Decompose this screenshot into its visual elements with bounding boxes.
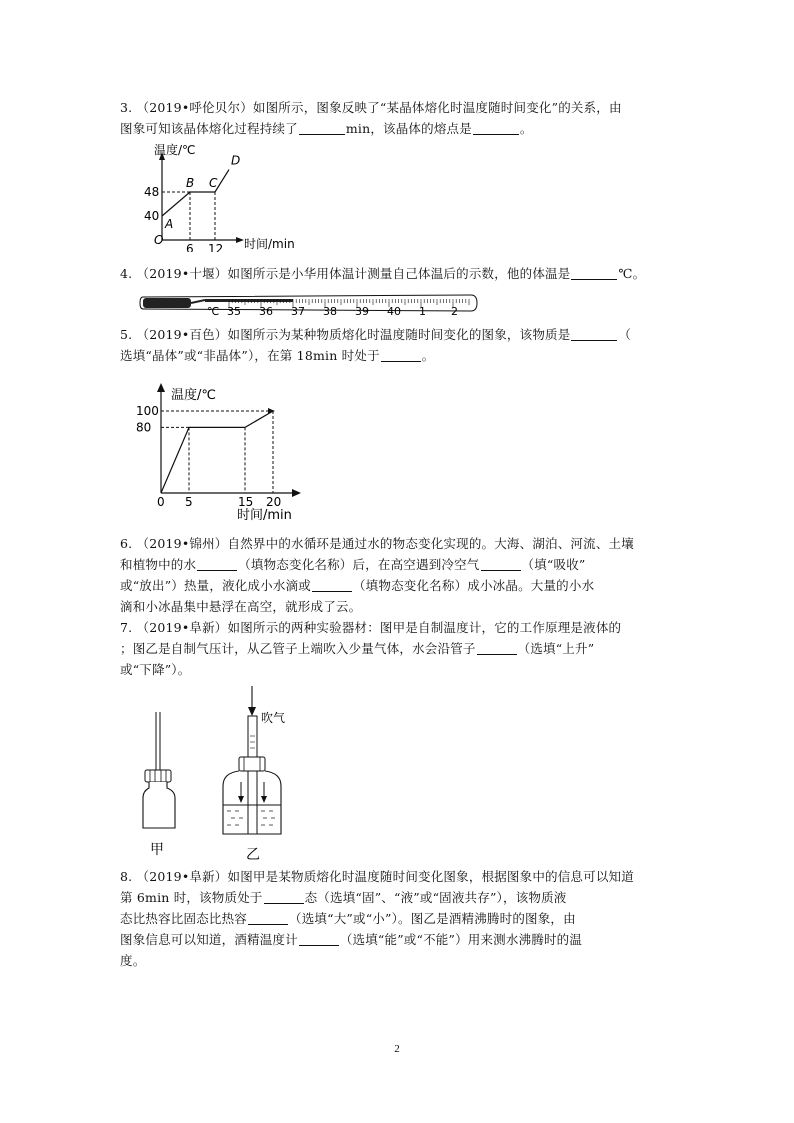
q6-text-line2a: 和植物中的水 [120, 557, 197, 572]
yi-tube [248, 716, 257, 834]
q5-text-line2a: 选填“晶体”或“非晶体”），在第 18min 时处于 [120, 348, 380, 363]
q6-text-line2b: （填物态变化名称）后，在高空遇到冷空气 [238, 557, 480, 572]
q6-answer-blank-1[interactable] [197, 556, 237, 571]
thermometer-scale-label: 40 [387, 305, 401, 317]
q6-source: （2019•锦州） [136, 536, 228, 551]
q8-text-line4a: 图象信息可以知道，酒精温度计 [120, 932, 298, 947]
q7-number: 7. [120, 620, 133, 635]
q7-source: （2019•阜新） [136, 620, 228, 635]
q5-text-line1a: 如图所示为某种物质熔化时温度随时间变化的图象，该物质是 [227, 327, 571, 342]
thermometer-scale-label: 39 [355, 305, 369, 317]
q5-number: 5. [120, 327, 133, 342]
q3-point-label-A: A [165, 217, 174, 231]
q5-xtick-5: 5 [185, 495, 193, 509]
yi-label: 乙 [246, 847, 260, 863]
q6-text-line3a: 或“放出”）热量，液化成小水滴或 [120, 578, 311, 593]
q5-ytick-100: 100 [136, 404, 159, 418]
jia-label: 甲 [150, 842, 164, 858]
thermometer-mercury-column [205, 299, 293, 302]
q3-text-line1: 如图所示，图象反映了“某晶体熔化时温度随时间变化”的关系，由 [252, 100, 622, 115]
q6-answer-blank-3[interactable] [312, 577, 352, 592]
q8-source: （2019•阜新） [136, 869, 228, 884]
q4-unit: ℃。 [618, 266, 646, 281]
page-number: 2 [394, 1043, 400, 1055]
question-3 [120, 97, 676, 139]
question-5 [120, 324, 676, 366]
q3-xlabel: 时间/min [244, 237, 295, 251]
q8-text-line1: 如图甲是某物质熔化时温度随时间变化图象，根据图象中的信息可以知道 [227, 869, 634, 884]
q5-xlabel: 时间/min [237, 508, 292, 522]
q3-origin-label: O [154, 233, 164, 247]
thermometer-bulb [143, 298, 191, 308]
q3-text-line2a: 图象可知该晶体熔化过程持续了 [120, 121, 298, 136]
thermometer-unit-label: ℃ [207, 305, 220, 317]
q7-text-line3: 或“下降”）。 [120, 662, 191, 677]
q3-ylabel: 温度/℃ [154, 143, 196, 157]
q6-text-line4: 滴和小冰晶集中悬浮在高空，就形成了云。 [120, 599, 362, 614]
jia-bottle [143, 782, 175, 828]
q3-number: 3. [120, 100, 133, 115]
q8-text-line2b: 态（选填“固”、“液”或“固液共存”），该物质液 [304, 890, 567, 905]
q5-answer-blank-1[interactable] [571, 326, 617, 341]
q6-text-line2c: （填“吸收” [521, 557, 586, 572]
q6-answer-blank-2[interactable] [481, 556, 521, 571]
q8-answer-blank-2[interactable] [248, 910, 288, 925]
q3-point-label-D: D [231, 153, 241, 168]
q8-text-line3a: 态比热容比固态比热容 [120, 911, 248, 926]
q3-point-label-C: C [209, 176, 218, 190]
question-6 [120, 533, 676, 617]
q5-answer-blank-2[interactable] [381, 347, 421, 362]
q3-source: （2019•呼伦贝尔） [136, 100, 253, 115]
q8-text-line4b: （选填“能”或“不能”）用来测水沸腾时的温 [339, 932, 583, 947]
q8-text-line2a: 第 6min 时，该物质处于 [120, 890, 263, 905]
q5-source: （2019•百色） [136, 327, 228, 342]
q6-text-line3b: （填物态变化名称）成小冰晶。大量的小水 [352, 578, 595, 593]
q8-answer-blank-1[interactable] [264, 889, 304, 904]
thermometer-scale-label: 35 [227, 305, 241, 317]
q5-temperature-line [161, 411, 273, 493]
q6-text-line1: 自然界中的水循环是通过水的物态变化实现的。大海、湖泊、河流、土壤 [227, 536, 634, 551]
question-8 [120, 866, 676, 971]
q3-xtick-6: 6 [186, 242, 194, 252]
q7-apparatus-figure [135, 682, 310, 864]
q4-text: 如图所示是小华用体温计测量自己体温后的示数，他的体温是 [227, 266, 571, 281]
q8-text-line5: 度。 [120, 953, 146, 968]
q5-chart [135, 380, 320, 522]
q6-number: 6. [120, 536, 133, 551]
question-7 [120, 617, 676, 680]
thermometer-scale-label: 1 [419, 305, 426, 317]
q3-answer-blank-1[interactable] [299, 120, 345, 135]
thermometer-scale-label: 2 [451, 305, 458, 317]
thermometer-scale-label: 37 [291, 305, 305, 317]
q5-text-line2b: 。 [421, 348, 435, 363]
q7-text-line2a: ；图乙是自制气压计，从乙管子上端吹入少量气体，水会沿管子 [120, 641, 476, 656]
q3-answer-blank-2[interactable] [473, 120, 519, 135]
jia-bottle-cap [145, 770, 171, 782]
q5-xtick-20: 20 [266, 495, 282, 509]
q8-number: 8. [120, 869, 133, 884]
question-4 [120, 263, 676, 284]
q5-ylabel: 温度/℃ [171, 388, 216, 403]
q5-xtick-15: 15 [238, 495, 254, 509]
q3-ytick-48: 48 [144, 185, 160, 199]
yi-bottle-cap [239, 757, 265, 771]
q5-guide-100-arrow [268, 408, 275, 414]
q8-answer-blank-3[interactable] [299, 931, 339, 946]
yi-blow-label: 吹气 [261, 711, 286, 725]
q7-text-line2b: （选填“上升” [517, 641, 595, 656]
q3-point-label-B: B [186, 176, 195, 190]
thermometer-scale-label: 36 [259, 305, 273, 317]
q3-xtick-12: 12 [208, 242, 224, 252]
thermometer [139, 289, 479, 317]
q5-text-line1b: （ [618, 327, 632, 342]
q3-text-line2c: 。 [519, 121, 533, 136]
q5-x-axis-arrow [292, 489, 301, 497]
q8-text-line3b: （选填“大”或“小”）。图乙是酒精沸腾时的图象，由 [289, 911, 576, 926]
q4-answer-blank[interactable] [571, 265, 617, 280]
q3-text-line2b: min，该晶体的熔点是 [345, 121, 472, 136]
q3-ytick-40: 40 [144, 209, 160, 223]
q7-answer-blank[interactable] [477, 640, 517, 655]
q4-number: 4. [120, 266, 133, 281]
q3-temperature-line [162, 170, 229, 216]
q5-ytick-80: 80 [136, 420, 152, 435]
q3-x-axis-arrow [236, 237, 244, 243]
q5-xtick-0: 0 [157, 495, 165, 509]
q5-y-axis-arrow [157, 383, 165, 392]
q4-source: （2019•十堰） [136, 266, 228, 281]
thermometer-scale-label: 38 [323, 305, 337, 317]
q7-text-line1: 如图所示的两种实验器材：图甲是自制温度计，它的工作原理是液体的 [227, 620, 622, 635]
yi-blow-arrow-head [248, 707, 256, 716]
q3-chart [140, 140, 310, 252]
